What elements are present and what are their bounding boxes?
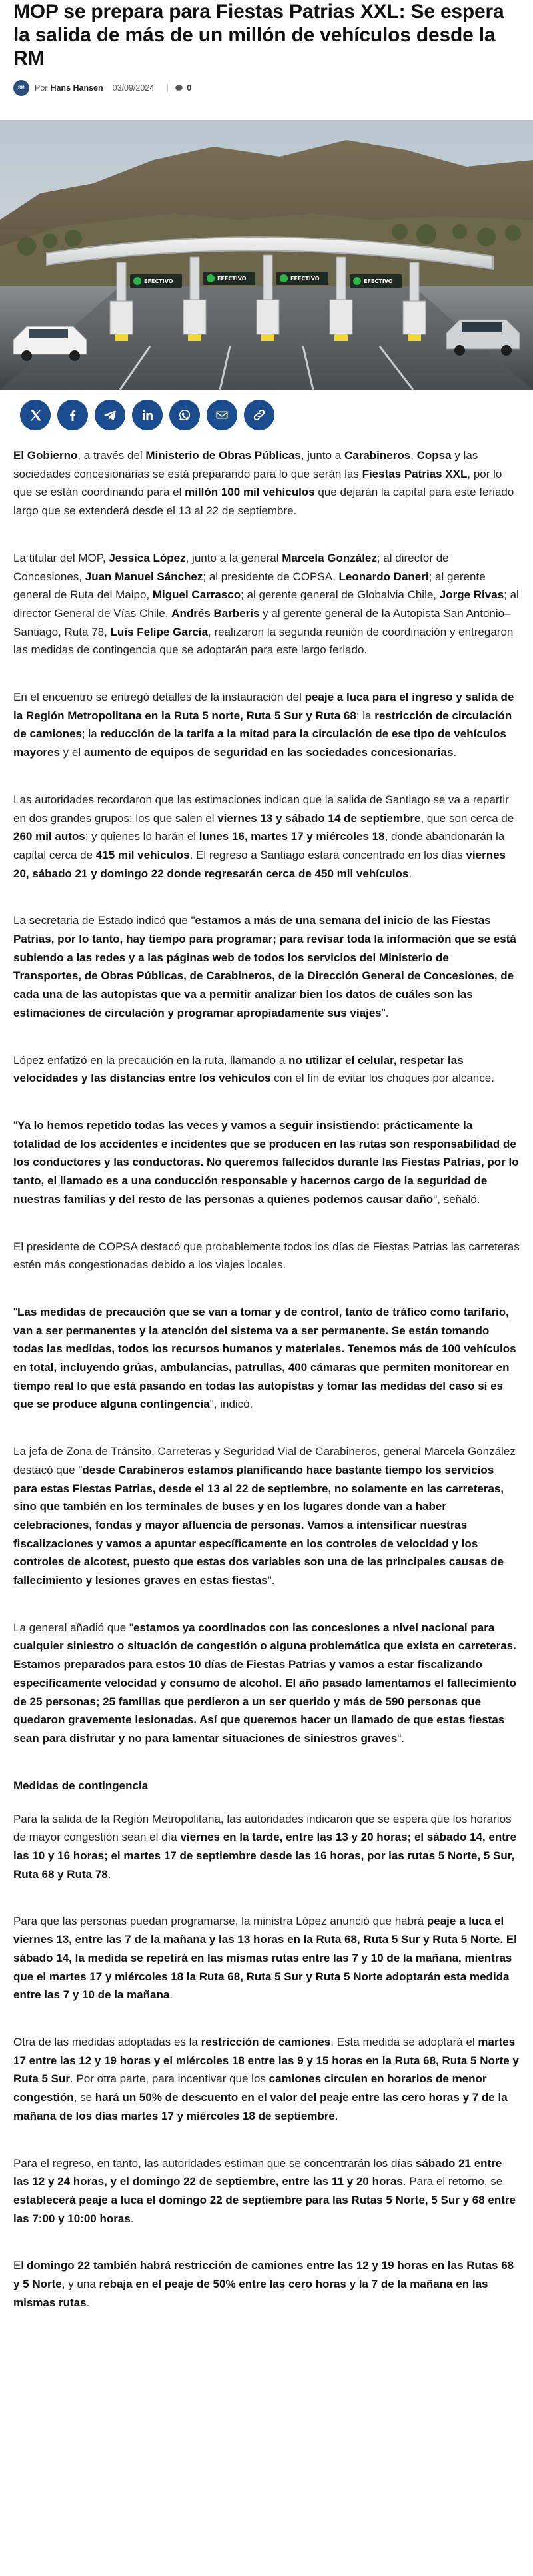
bold-text: establecerá peaje a luca el domingo 22 de septiembre para las Rutas 5 Norte, 5 Sur y 68 entre las 7:00 y 10:00 horas	[13, 2193, 516, 2225]
share-linkedin-button[interactable]	[132, 400, 163, 430]
share-bar	[0, 390, 533, 440]
text-run: , por lo que se están coordinando para el	[13, 467, 502, 499]
text-run: Las autoridades recordaron que las estimaciones indican que la salida de Santiago se va a repartir en dos grandes grupos: los que salen el	[13, 793, 509, 825]
article-title: MOP se prepara para Fiestas Patrias XXL: Se espera la salida de más de un millón de vehículos desde la RM	[13, 1, 504, 69]
bold-text: Jorge Rivas	[439, 588, 504, 602]
article-body	[0, 440, 533, 2312]
bold-text: restricción de camiones	[201, 2036, 331, 2048]
text-run: La titular del MOP,	[13, 551, 109, 564]
bold-text: Copsa	[416, 449, 452, 462]
text-run: .	[334, 2109, 338, 2122]
text-run: Para el regreso, en tanto, las autoridades estiman que se concentrarán los días	[13, 2156, 416, 2170]
byline-label: Por	[35, 83, 48, 93]
bold-text: reducción de la tarifa a la mitad para la circulación de ese tipo de vehículos mayores	[13, 727, 506, 759]
bold-text: lunes 16, martes 17 y miércoles 18	[199, 830, 385, 843]
article-paragraph	[13, 1303, 520, 1414]
text-run: .	[86, 2296, 90, 2309]
bold-text: sábado 21 entre las 12 y 24 horas, y el domingo 22 de septiembre, entre las 11 y 20 horas	[13, 2156, 502, 2188]
bold-text: viernes 13 y sábado 14 de septiembre	[217, 811, 421, 825]
text-run: ".	[381, 1006, 389, 1019]
text-run: Otra de las medidas adoptadas es la	[13, 2036, 201, 2048]
share-copy-link-button[interactable]	[244, 400, 274, 430]
text-run: .	[408, 867, 412, 880]
article-paragraph	[13, 791, 520, 883]
text-run: ; y quienes lo harán el	[85, 830, 199, 843]
toll-sign-label: EFECTIVO	[290, 276, 320, 282]
bold-text: peaje a luca para el ingreso y salida de la Región Metropolitana en la Ruta 5 norte, Ruta 5 Sur y Ruta 68	[13, 691, 514, 722]
text-run: .	[130, 2212, 134, 2225]
text-run: , a través del	[77, 449, 146, 462]
facebook-icon	[65, 408, 80, 422]
bold-text: Miguel Carrasco	[152, 588, 241, 602]
bold-text: Leonardo Daneri	[338, 570, 429, 583]
bold-text: Carabineros	[344, 449, 411, 462]
bold-text: 415 mil vehículos	[95, 848, 190, 861]
text-run: .	[169, 1988, 173, 2002]
section-heading: Medidas de contingencia	[13, 1779, 149, 1792]
bold-text: Juan Manuel Sánchez	[85, 570, 203, 583]
text-run: ,	[410, 449, 417, 462]
bold-text: 260 mil autos	[13, 830, 85, 843]
toll-sign-label: EFECTIVO	[144, 278, 173, 284]
bold-text: peaje a luca el viernes 13, entre las 7 de la mañana y las 13 horas en la Ruta 68, Ruta 5 Sur y Ruta 5 Norte. El sábado 14, la medida se repetirá en las mismas rutas entre las 7 y 10 de la mañana, mientras que el martes 17 y miércoles 18 la Ruta 68, Ruta 5 Sur y Ruta 5 Norte adoptarán esta medida entre las 7 y 10 de la mañana	[13, 1915, 517, 2002]
bold-text: camiones circulen en horarios de menor congestión	[13, 2072, 487, 2104]
text-run: . Por otra parte, para incentivar que los	[70, 2072, 269, 2086]
email-icon	[215, 408, 229, 422]
text-run: Para la salida de la Región Metropolitana, las autoridades indicaron que se espera que los horarios de mayor congestión sean el día	[13, 1812, 512, 1844]
bold-text: Marcela González	[282, 551, 377, 564]
article-paragraph	[13, 2154, 520, 2228]
text-run: ".	[397, 1731, 405, 1745]
text-run: La jefa de Zona de Tránsito, Carreteras y Seguridad Vial de Carabineros, general Marcela González destacó que "	[13, 1445, 516, 1476]
article-paragraphs	[13, 446, 520, 1748]
article-header	[0, 0, 533, 120]
bold-text: rebaja en el peaje de 50% entre las cero horas y la 7 de la mañana en las mismas rutas	[13, 2278, 488, 2309]
share-whatsapp-button[interactable]	[169, 400, 200, 430]
article-paragraph	[13, 2256, 520, 2312]
text-run: "	[13, 1118, 18, 1132]
text-run: . El regreso a Santiago estará concentrado en los días	[189, 848, 466, 861]
article-paragraph	[13, 549, 520, 659]
bold-text: no utilizar el celular, respetar las velocidades y las distancias entre los vehículos	[13, 1053, 464, 1085]
article-paragraph	[13, 688, 520, 762]
bold-text: desde Carabineros estamos planificando hace bastante tiempo los servicios para estas Fiestas Patrias, desde el 13 al 22 de septiembre, no solamente en las carreteras, sino que también en los terminales de buses y en los lugares donde van a haber celebraciones, fondas y mayor afluencia de personas. Vamos a intensificar nuestras fiscalizaciones y vamos a apuntar específicamente en los controles de velocidad y los controles de alcotest, puesto que estas dos variables son una de las principales causas de fallecimiento y lesiones graves en estas fiestas	[13, 1463, 504, 1587]
text-run: ; la	[82, 727, 101, 741]
share-email-button[interactable]	[207, 400, 237, 430]
text-run: . Para el retorno, se	[402, 2175, 503, 2188]
bold-text: Ministerio de Obras Públicas	[145, 449, 301, 462]
bold-text: Jessica López	[109, 551, 186, 564]
text-run: que dejarán la capital para este feriado largo que se extenderá desde el 13 al 22 de septiembre.	[13, 486, 514, 518]
text-run: El presidente de COPSA destacó que probablemente todos los días de Fiestas Patrias las carreteras estén más congestionadas debido a los viajes locales.	[13, 1240, 520, 1272]
text-run: , junto a	[300, 449, 344, 462]
bold-text: martes 17 entre las 12 y 19 horas y el miércoles 18 entre las 9 y 15 horas en la Ruta 68, Ruta 5 Norte y Ruta 5 Sur	[13, 2036, 519, 2086]
article-paragraph	[13, 1238, 520, 1274]
text-run: ; al director de Concesiones,	[13, 551, 449, 583]
toll-sign-label: EFECTIVO	[217, 276, 247, 282]
text-run: . Esta medida se adoptará el	[330, 2036, 478, 2048]
bold-text: Fiestas Patrias XXL	[362, 467, 468, 480]
hero-image	[0, 120, 533, 390]
text-run: La general añadió que "	[13, 1621, 133, 1634]
article-paragraph	[13, 911, 520, 1022]
text-run: , realizaron la segunda reunión de coordinación y entregaron las medidas de contingencia que se adoptarán para este largo feriado.	[13, 625, 514, 657]
article-paragraph	[13, 1912, 520, 2004]
text-run: El	[13, 2259, 27, 2272]
bold-text: Luis Felipe García	[110, 625, 208, 638]
text-run: .	[453, 746, 457, 759]
text-run: En el encuentro se entregó detalles de la instauración del	[13, 691, 305, 704]
author-name[interactable]: Hans Hansen	[50, 83, 103, 93]
text-run: ; al gerente general de Globalvia Chile,	[241, 588, 440, 602]
bold-text: domingo 22 también habrá restricción de camiones entre las 12 y 19 horas en las Rutas 68 y 5 Norte	[13, 2259, 514, 2291]
article-meta	[13, 79, 520, 97]
meta-divider	[167, 84, 168, 92]
article-paragraph	[13, 1619, 520, 1748]
article-paragraphs-contingency	[13, 1810, 520, 2312]
author-avatar-text: RM	[18, 86, 25, 90]
text-run: ".	[267, 1574, 275, 1587]
bold-text: restricción de circulación de camiones	[13, 709, 512, 741]
text-run: ", indicó.	[209, 1398, 253, 1411]
share-x-button[interactable]	[20, 400, 51, 430]
article-paragraph	[13, 1810, 520, 1884]
bold-text: Las medidas de precaución que se van a tomar y de control, tanto de tráfico como tarifario, van a ser permanentes y la atención del sistema va a ser permanente. Se están tomando todas las medidas, todos los recursos humanos y materiales. Tenemos más de 100 vehículos en total, incluyendo grúas, ambulancias, patrullas, 400 cámaras que permiten monitorear en tiempo real lo que está pasando en todas las autopistas y tomar las medidas del caso si es que se produce alguna contingencia	[13, 1305, 516, 1411]
text-run: , donde abandonarán la capital cerca de	[13, 830, 505, 861]
link-icon	[252, 408, 266, 422]
article-paragraph	[13, 1051, 520, 1088]
text-run: ; al gerente general de Ruta del Maipo,	[13, 570, 486, 602]
bold-text: viernes 20, sábado 21 y domingo 22 donde regresarán cerca de 450 mil vehículos	[13, 848, 506, 880]
share-facebook-button[interactable]	[57, 400, 88, 430]
text-run: ; al director General de Vías Chile,	[13, 588, 519, 620]
bold-text: hará un 50% de descuento en el valor del peaje entre las cero horas y 7 de la mañana de los días martes 17 y miércoles 18 de septiembre	[13, 2091, 508, 2122]
text-run: "	[13, 1305, 18, 1318]
bold-text: Andrés Barberis	[171, 606, 260, 620]
author-avatar[interactable]	[13, 80, 29, 96]
bold-text: estamos a más de una semana del inicio de las Fiestas Patrias, por lo tanto, hay tiempo para programar; para revisar toda la información que se está subiendo a las redes y a las páginas web de todos los servicios del Ministerio de Transportes, de Obras Públicas, de Carabineros, de la Dirección General de Concesiones, de cada una de las autopistas que va a permitir analizar bien los datos de cuáles son las estimaciones de circulación y programar apropiadamente sus viajes	[13, 914, 516, 1019]
text-run: López enfatizó en la precaución en la ruta, llamando a	[13, 1053, 288, 1067]
comment-count[interactable]: 0	[187, 83, 192, 93]
whatsapp-icon	[177, 408, 192, 422]
text-run: La secretaria de Estado indicó que "	[13, 914, 195, 927]
text-run: .	[107, 1867, 111, 1881]
comment-icon[interactable]	[175, 84, 183, 93]
article-paragraph	[13, 1442, 520, 1590]
bold-text: estamos ya coordinados con las concesiones a nivel nacional para cualquier siniestro o situación de congestión o alguna problemática que exista en carreteras. Estamos preparados para estos 10 días de Fiestas Patrias y vamos a estar fiscalizando específicamente velocidad y consumo de alcohol. El año pasado lamentamos el fallecimiento de 25 personas; 25 familias que perdieron a un ser querido y más de 590 personas que quedaron gravemente lesionadas. Así que queremos hacer un llamado de que estas fiestas sean para disfrutar y no para lamentar situaciones de siniestros graves	[13, 1621, 516, 1745]
text-run: , y una	[61, 2278, 99, 2291]
x-icon	[28, 408, 43, 422]
share-telegram-button[interactable]	[95, 400, 125, 430]
text-run: , junto a la general	[185, 551, 282, 564]
text-run: y las sociedades concesionarias se está preparando para lo que serán las	[13, 449, 478, 480]
text-run: ; la	[356, 709, 375, 722]
toll-plaza-illustration	[0, 120, 533, 390]
publish-date: 03/09/2024	[112, 83, 155, 93]
bold-text: Ya lo hemos repetido todas las veces y vamos a seguir insistiendo: prácticamente la totalidad de los accidentes e incidentes que se producen en las rutas son responsabilidad de los conductores y las conductoras. No queremos fallecidos durante las Fiestas Patrias, por lo tanto, el llamado es a una conducción responsable y hacernos cargo de la seguridad de nuestras familias y del resto de las personas a quienes podemos causar daño	[13, 1118, 519, 1206]
text-run: y al gerente general de la Autopista San Antonio–Santiago, Ruta 78,	[13, 606, 511, 638]
toll-sign-label: EFECTIVO	[364, 278, 393, 284]
bold-text: millón 100 mil vehículos	[185, 486, 315, 499]
text-run: , se	[73, 2091, 95, 2104]
article-paragraph	[13, 1116, 520, 1209]
bold-text: El Gobierno	[13, 449, 78, 462]
text-run: y el	[59, 746, 84, 759]
bold-text: viernes en la tarde, entre las 13 y 20 horas; el sábado 14, entre las 10 y 16 horas; el martes 17 de septiembre desde las 16 horas, por las rutas 5 Norte, 5 Sur, Ruta 68 y Ruta 78	[13, 1831, 517, 1881]
text-run: con el fin de evitar los choques por alcance.	[270, 1072, 494, 1085]
article-paragraph	[13, 2033, 520, 2126]
text-run: ; al presidente de COPSA,	[203, 570, 339, 583]
bold-text: aumento de equipos de seguridad en las sociedades concesionarias	[83, 746, 454, 759]
linkedin-icon	[140, 408, 155, 422]
text-run: Para que las personas puedan programarse, la ministra López anunció que habrá	[13, 1915, 427, 1928]
text-run: , que son cerca de	[420, 811, 514, 825]
text-run: ", señaló.	[433, 1192, 480, 1206]
article-paragraph	[13, 446, 520, 520]
telegram-icon	[103, 408, 117, 422]
